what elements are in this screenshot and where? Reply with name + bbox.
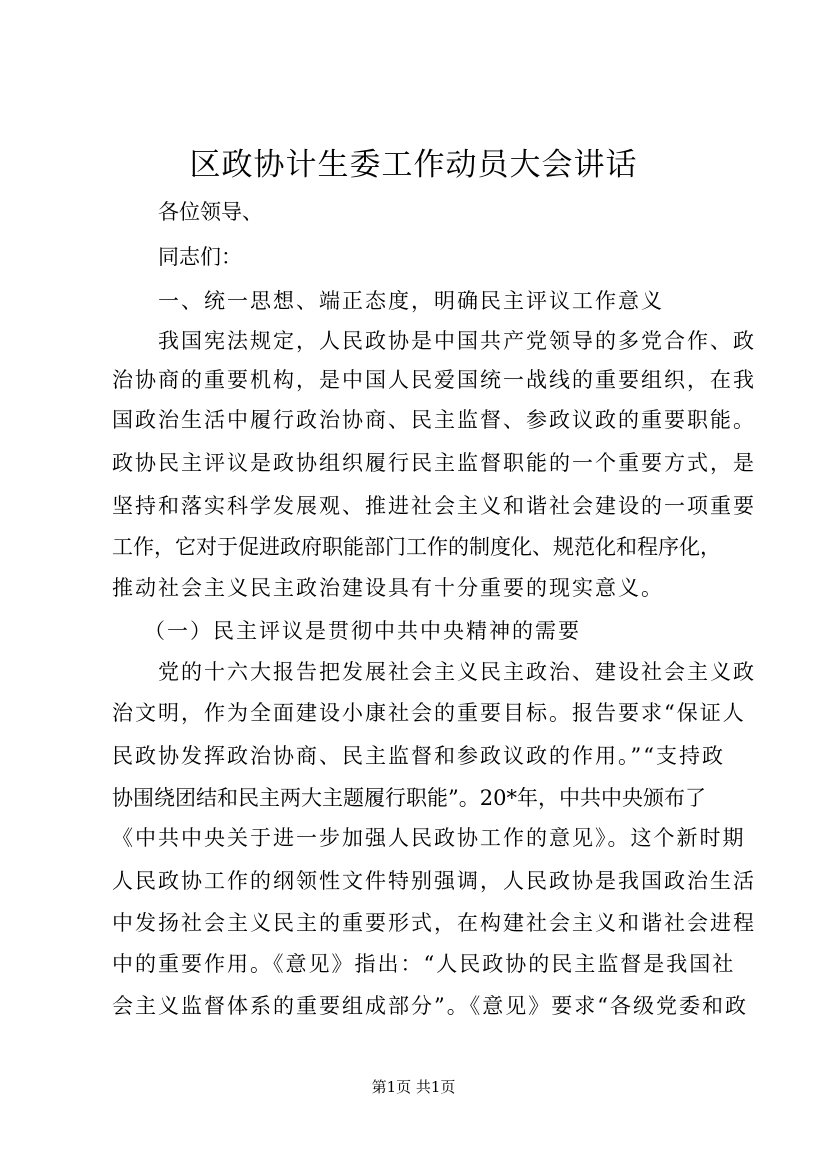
greeting-line-1: 各位领导、 — [158, 200, 263, 224]
page-number-footer: 第1页 共1页 — [371, 1078, 456, 1096]
paragraph-1-line: 治协商的重要机构，是中国人民爱国统一战线的重要组织，在我 — [112, 368, 756, 392]
paragraph-2-line: 党的十六大报告把发展社会主义民主政治、建设社会主义政 — [158, 660, 756, 684]
paragraph-1-line: 坚持和落实科学发展观、推进社会主义和谐社会建设的一项重要 — [112, 494, 756, 518]
paragraph-2-line: 协围绕团结和民主两大主题履行职能”。20*年，中共中央颁布了 — [112, 786, 706, 810]
paragraph-2-line: 民政协发挥政治协商、民主监督和参政议政的作用。”“支持政 — [112, 744, 725, 768]
paragraph-1-line: 推动社会主义民主政治建设具有十分重要的现实意义。 — [112, 576, 664, 600]
paragraph-1-line: 工作，它对于促进政府职能部门工作的制度化、规范化和程序化， — [112, 535, 721, 559]
greeting-line-2: 同志们： — [158, 245, 242, 269]
paragraph-2-line: 治文明，作为全面建设小康社会的重要目标。报告要求“保证人 — [112, 701, 746, 725]
paragraph-2-line: 中的重要作用。《意见》指出：“人民政协的民主监督是我国社 — [112, 952, 736, 976]
paragraph-2-line: 会主义监督体系的重要组成部分”。《意见》要求“各级党委和政 — [112, 994, 748, 1018]
paragraph-2-line: 中发扬社会主义民主的重要形式，在构建社会主义和谐社会进程 — [112, 911, 756, 935]
document-title: 区政协计生委工作动员大会讲话 — [189, 147, 638, 183]
paragraph-2-line: 《中共中央关于进一步加强人民政协工作的意见》。这个新时期 — [112, 826, 746, 850]
paragraph-2-line: 人民政协工作的纲领性文件特别强调，人民政协是我国政治生活 — [112, 869, 756, 893]
subsection-heading: （一）民主评议是贯彻中共中央精神的需要 — [144, 619, 581, 643]
paragraph-1-line: 国政治生活中履行政治协商、民主监督、参政议政的重要职能。 — [112, 408, 756, 432]
paragraph-1-line: 我国宪法规定，人民政协是中国共产党领导的多党合作、政 — [158, 329, 756, 353]
section-heading: 一、统一思想、端正态度，明确民主评议工作意义 — [158, 289, 664, 313]
paragraph-1-line: 政协民主评议是政协组织履行民主监督职能的一个重要方式，是 — [112, 451, 756, 475]
